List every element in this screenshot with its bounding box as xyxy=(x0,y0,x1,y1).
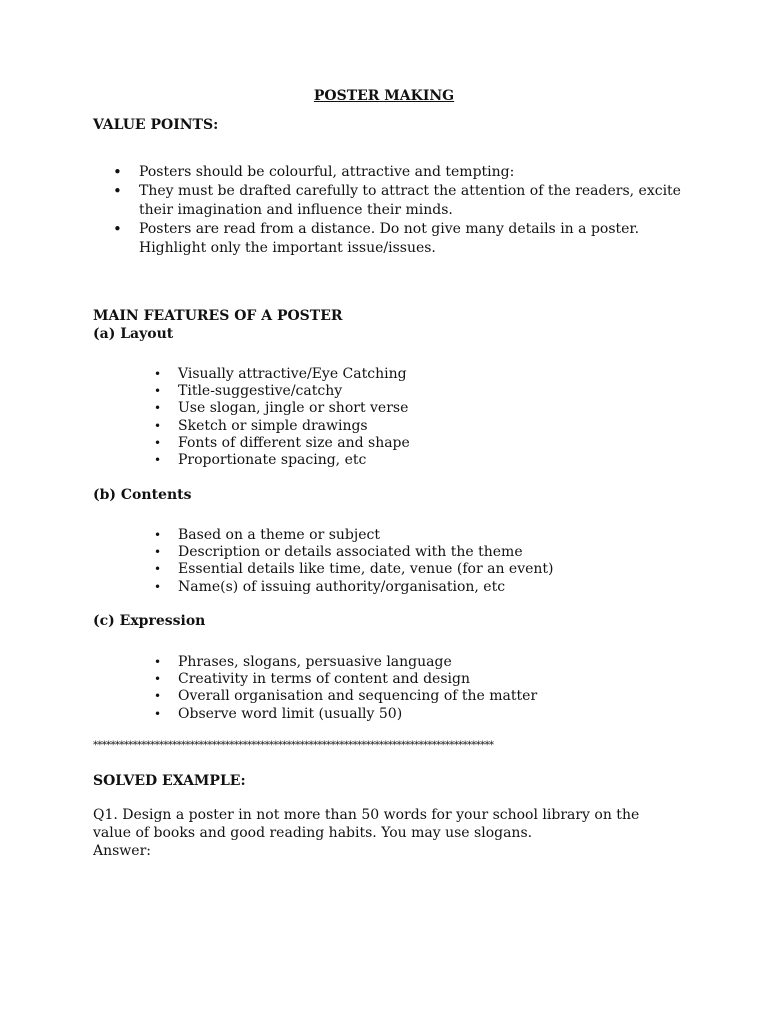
solved-example-heading: SOLVED EXAMPLE: xyxy=(93,773,246,789)
list-item: • Phrases, slogans, persuasive language xyxy=(150,654,537,671)
list-item: • Essential details like time, date, venue (for an event) xyxy=(150,561,554,578)
list-item: • Based on a theme or subject xyxy=(150,527,554,544)
list-item: • They must be drafted carefully to attract the attention of the readers, excite their imagination and influence their minds. xyxy=(93,182,693,220)
value-points-list xyxy=(93,163,693,258)
list-item: • Sketch or simple drawings xyxy=(150,418,410,435)
list-item: • Title-suggestive/catchy xyxy=(150,383,410,400)
main-features-heading: MAIN FEATURES OF A POSTER xyxy=(93,308,343,324)
expression-heading: (c) Expression xyxy=(93,613,206,629)
value-points-heading: VALUE POINTS: xyxy=(93,117,219,133)
list-item: • Observe word limit (usually 50) xyxy=(150,706,537,723)
contents-heading: (b) Contents xyxy=(93,487,192,503)
star-separator: ******************************************************************************************* xyxy=(93,740,494,751)
document-title: POSTER MAKING xyxy=(313,88,455,104)
list-item: • Name(s) of issuing authority/organisation, etc xyxy=(150,579,554,596)
expression-list xyxy=(150,654,537,723)
list-item: • Posters should be colourful, attractive and tempting: xyxy=(93,163,693,182)
list-item: • Overall organisation and sequencing of the matter xyxy=(150,688,537,705)
list-item: • Visually attractive/Eye Catching xyxy=(150,366,410,383)
layout-heading: (a) Layout xyxy=(93,326,174,342)
list-item: • Posters are read from a distance. Do not give many details in a poster. Highlight only the important issue/issues. xyxy=(93,220,693,258)
layout-list xyxy=(150,366,410,469)
list-item: • Description or details associated with the theme xyxy=(150,544,554,561)
list-item: • Creativity in terms of content and design xyxy=(150,671,537,688)
list-item: • Fonts of different size and shape xyxy=(150,435,410,452)
answer-label: Answer: xyxy=(93,843,151,859)
list-item: • Proportionate spacing, etc xyxy=(150,452,410,469)
list-item: • Use slogan, jingle or short verse xyxy=(150,400,410,417)
question-text: Q1. Design a poster in not more than 50 words for your school library on the value of books and good reading habits. You may use slogans. xyxy=(93,807,640,841)
contents-list xyxy=(150,527,554,596)
